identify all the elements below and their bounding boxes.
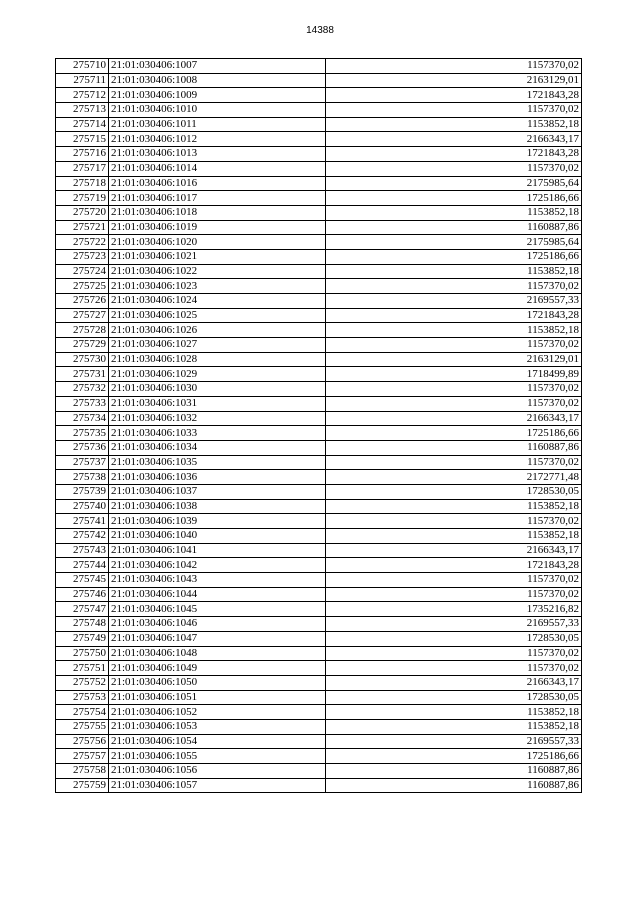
cadastral-value-cell: 1160887,86: [326, 778, 582, 793]
cadastral-value-cell: 2169557,33: [326, 734, 582, 749]
cadastral-number-cell: 21:01:030406:1024: [109, 294, 326, 309]
table-row: [56, 205, 582, 220]
cadastral-number-cell: 21:01:030406:1050: [109, 675, 326, 690]
cadastral-number-cell: 21:01:030406:1037: [109, 484, 326, 499]
table-row: [56, 455, 582, 470]
table-row: [56, 675, 582, 690]
cadastral-number-cell: 21:01:030406:1011: [109, 117, 326, 132]
cadastral-value-cell: 1153852,18: [326, 499, 582, 514]
table-body: [56, 59, 582, 793]
table-row: [56, 191, 582, 206]
table-row: [56, 514, 582, 529]
row-number-cell: 275724: [56, 264, 109, 279]
row-number-cell: 275745: [56, 573, 109, 588]
cadastral-value-cell: 1153852,18: [326, 117, 582, 132]
cadastral-number-cell: 21:01:030406:1031: [109, 396, 326, 411]
row-number-cell: 275738: [56, 470, 109, 485]
cadastral-value-cell: 2166343,17: [326, 675, 582, 690]
cadastral-number-cell: 21:01:030406:1051: [109, 690, 326, 705]
cadastral-number-cell: 21:01:030406:1052: [109, 705, 326, 720]
table-row: [56, 249, 582, 264]
cadastral-number-cell: 21:01:030406:1036: [109, 470, 326, 485]
row-number-cell: 275744: [56, 558, 109, 573]
row-number-cell: 275718: [56, 176, 109, 191]
table-row: [56, 529, 582, 544]
row-number-cell: 275757: [56, 749, 109, 764]
cadastral-number-cell: 21:01:030406:1055: [109, 749, 326, 764]
row-number-cell: 275740: [56, 499, 109, 514]
cadastral-value-cell: 2163129,01: [326, 352, 582, 367]
cadastral-value-cell: 1721843,28: [326, 308, 582, 323]
table-row: [56, 338, 582, 353]
cadastral-value-cell: 1718499,89: [326, 367, 582, 382]
cadastral-value-cell: 1157370,02: [326, 59, 582, 74]
cadastral-value-cell: 2172771,48: [326, 470, 582, 485]
row-number-cell: 275737: [56, 455, 109, 470]
cadastral-number-cell: 21:01:030406:1016: [109, 176, 326, 191]
row-number-cell: 275715: [56, 132, 109, 147]
row-number-cell: 275721: [56, 220, 109, 235]
cadastral-number-cell: 21:01:030406:1019: [109, 220, 326, 235]
cadastral-value-cell: 1160887,86: [326, 440, 582, 455]
cadastral-number-cell: 21:01:030406:1020: [109, 235, 326, 250]
cadastral-number-cell: 21:01:030406:1022: [109, 264, 326, 279]
table-row: [56, 734, 582, 749]
cadastral-number-cell: 21:01:030406:1007: [109, 59, 326, 74]
cadastral-number-cell: 21:01:030406:1008: [109, 73, 326, 88]
table-row: [56, 235, 582, 250]
cadastral-value-cell: 1153852,18: [326, 323, 582, 338]
cadastral-value-cell: 1157370,02: [326, 103, 582, 118]
table-row: [56, 484, 582, 499]
cadastral-number-cell: 21:01:030406:1042: [109, 558, 326, 573]
cadastral-value-cell: 1728530,05: [326, 690, 582, 705]
cadastral-number-cell: 21:01:030406:1043: [109, 573, 326, 588]
row-number-cell: 275753: [56, 690, 109, 705]
cadastral-value-cell: 1157370,02: [326, 514, 582, 529]
row-number-cell: 275727: [56, 308, 109, 323]
cadastral-number-cell: 21:01:030406:1045: [109, 602, 326, 617]
row-number-cell: 275726: [56, 294, 109, 309]
row-number-cell: 275723: [56, 249, 109, 264]
cadastral-value-cell: 1157370,02: [326, 573, 582, 588]
table-row: [56, 352, 582, 367]
cadastral-number-cell: 21:01:030406:1018: [109, 205, 326, 220]
table-row: [56, 749, 582, 764]
table-row: [56, 558, 582, 573]
cadastral-value-cell: 1721843,28: [326, 88, 582, 103]
table-row: [56, 426, 582, 441]
row-number-cell: 275735: [56, 426, 109, 441]
cadastral-value-cell: 1157370,02: [326, 338, 582, 353]
page-number: 14388: [306, 25, 334, 36]
cadastral-value-cell: 1735216,82: [326, 602, 582, 617]
row-number-cell: 275741: [56, 514, 109, 529]
table-row: [56, 499, 582, 514]
cadastral-value-cell: 2166343,17: [326, 411, 582, 426]
cadastral-value-cell: 1725186,66: [326, 249, 582, 264]
cadastral-number-cell: 21:01:030406:1032: [109, 411, 326, 426]
row-number-cell: 275755: [56, 719, 109, 734]
cadastral-number-cell: 21:01:030406:1046: [109, 617, 326, 632]
cadastral-value-cell: 1721843,28: [326, 558, 582, 573]
cadastral-value-cell: 1160887,86: [326, 220, 582, 235]
cadastral-value-cell: 2166343,17: [326, 543, 582, 558]
table-row: [56, 778, 582, 793]
cadastral-number-cell: 21:01:030406:1023: [109, 279, 326, 294]
cadastral-value-cell: 1721843,28: [326, 147, 582, 162]
cadastral-value-cell: 1157370,02: [326, 661, 582, 676]
row-number-cell: 275759: [56, 778, 109, 793]
cadastral-value-cell: 1725186,66: [326, 191, 582, 206]
table-row: [56, 294, 582, 309]
row-number-cell: 275750: [56, 646, 109, 661]
table-row: [56, 279, 582, 294]
cadastral-value-cell: 1153852,18: [326, 705, 582, 720]
cadastral-number-cell: 21:01:030406:1040: [109, 529, 326, 544]
cadastral-value-cell: 1157370,02: [326, 279, 582, 294]
table-row: [56, 690, 582, 705]
row-number-cell: 275710: [56, 59, 109, 74]
cadastral-value-cell: 2169557,33: [326, 617, 582, 632]
table-row: [56, 411, 582, 426]
table-row: [56, 367, 582, 382]
row-number-cell: 275754: [56, 705, 109, 720]
row-number-cell: 275716: [56, 147, 109, 162]
cadastral-number-cell: 21:01:030406:1038: [109, 499, 326, 514]
row-number-cell: 275719: [56, 191, 109, 206]
table-row: [56, 132, 582, 147]
row-number-cell: 275751: [56, 661, 109, 676]
cadastral-number-cell: 21:01:030406:1017: [109, 191, 326, 206]
table-row: [56, 661, 582, 676]
cadastral-number-cell: 21:01:030406:1033: [109, 426, 326, 441]
table-row: [56, 161, 582, 176]
cadastral-number-cell: 21:01:030406:1041: [109, 543, 326, 558]
table-row: [56, 88, 582, 103]
cadastral-number-cell: 21:01:030406:1035: [109, 455, 326, 470]
table-row: [56, 308, 582, 323]
row-number-cell: 275729: [56, 338, 109, 353]
row-number-cell: 275749: [56, 631, 109, 646]
cadastral-value-cell: 1153852,18: [326, 719, 582, 734]
cadastral-number-cell: 21:01:030406:1009: [109, 88, 326, 103]
cadastral-value-cell: 1157370,02: [326, 396, 582, 411]
table-row: [56, 602, 582, 617]
cadastral-number-cell: 21:01:030406:1027: [109, 338, 326, 353]
row-number-cell: 275748: [56, 617, 109, 632]
table-row: [56, 323, 582, 338]
table-row: [56, 617, 582, 632]
cadastral-value-cell: 1153852,18: [326, 205, 582, 220]
row-number-cell: 275742: [56, 529, 109, 544]
table-row: [56, 396, 582, 411]
table-row: [56, 220, 582, 235]
cadastral-number-cell: 21:01:030406:1049: [109, 661, 326, 676]
cadastral-value-cell: 2166343,17: [326, 132, 582, 147]
table-row: [56, 587, 582, 602]
cadastral-number-cell: 21:01:030406:1025: [109, 308, 326, 323]
table-row: [56, 59, 582, 74]
table-row: [56, 543, 582, 558]
table-row: [56, 73, 582, 88]
cadastral-value-cell: 1160887,86: [326, 764, 582, 779]
row-number-cell: 275739: [56, 484, 109, 499]
row-number-cell: 275717: [56, 161, 109, 176]
cadastral-number-cell: 21:01:030406:1057: [109, 778, 326, 793]
row-number-cell: 275714: [56, 117, 109, 132]
cadastral-value-cell: 2175985,64: [326, 235, 582, 250]
table-row: [56, 264, 582, 279]
cadastral-value-table: [55, 58, 582, 793]
cadastral-number-cell: 21:01:030406:1030: [109, 382, 326, 397]
cadastral-number-cell: 21:01:030406:1013: [109, 147, 326, 162]
cadastral-value-cell: 1157370,02: [326, 161, 582, 176]
cadastral-value-cell: 1157370,02: [326, 382, 582, 397]
row-number-cell: 275746: [56, 587, 109, 602]
cadastral-number-cell: 21:01:030406:1028: [109, 352, 326, 367]
table-row: [56, 440, 582, 455]
table-row: [56, 470, 582, 485]
cadastral-value-cell: 1153852,18: [326, 264, 582, 279]
cadastral-number-cell: 21:01:030406:1014: [109, 161, 326, 176]
cadastral-value-cell: 2175985,64: [326, 176, 582, 191]
row-number-cell: 275731: [56, 367, 109, 382]
cadastral-number-cell: 21:01:030406:1056: [109, 764, 326, 779]
row-number-cell: 275711: [56, 73, 109, 88]
row-number-cell: 275720: [56, 205, 109, 220]
cadastral-number-cell: 21:01:030406:1034: [109, 440, 326, 455]
table-row: [56, 646, 582, 661]
cadastral-number-cell: 21:01:030406:1029: [109, 367, 326, 382]
cadastral-value-cell: 1157370,02: [326, 587, 582, 602]
cadastral-value-cell: 1725186,66: [326, 426, 582, 441]
table-row: [56, 573, 582, 588]
row-number-cell: 275728: [56, 323, 109, 338]
row-number-cell: 275752: [56, 675, 109, 690]
cadastral-value-cell: 1725186,66: [326, 749, 582, 764]
table-row: [56, 103, 582, 118]
row-number-cell: 275758: [56, 764, 109, 779]
table-row: [56, 147, 582, 162]
row-number-cell: 275713: [56, 103, 109, 118]
table-row: [56, 764, 582, 779]
row-number-cell: 275722: [56, 235, 109, 250]
table-row: [56, 705, 582, 720]
row-number-cell: 275734: [56, 411, 109, 426]
cadastral-number-cell: 21:01:030406:1047: [109, 631, 326, 646]
cadastral-number-cell: 21:01:030406:1044: [109, 587, 326, 602]
cadastral-value-cell: 1157370,02: [326, 646, 582, 661]
table-row: [56, 382, 582, 397]
table-row: [56, 176, 582, 191]
row-number-cell: 275736: [56, 440, 109, 455]
cadastral-value-cell: 1728530,05: [326, 631, 582, 646]
cadastral-value-cell: 1728530,05: [326, 484, 582, 499]
cadastral-number-cell: 21:01:030406:1010: [109, 103, 326, 118]
cadastral-number-cell: 21:01:030406:1039: [109, 514, 326, 529]
cadastral-number-cell: 21:01:030406:1053: [109, 719, 326, 734]
row-number-cell: 275712: [56, 88, 109, 103]
table-row: [56, 117, 582, 132]
cadastral-number-cell: 21:01:030406:1054: [109, 734, 326, 749]
cadastral-value-cell: 1157370,02: [326, 455, 582, 470]
table-row: [56, 719, 582, 734]
cadastral-value-cell: 1153852,18: [326, 529, 582, 544]
cadastral-number-cell: 21:01:030406:1021: [109, 249, 326, 264]
row-number-cell: 275732: [56, 382, 109, 397]
row-number-cell: 275756: [56, 734, 109, 749]
row-number-cell: 275747: [56, 602, 109, 617]
row-number-cell: 275730: [56, 352, 109, 367]
cadastral-value-cell: 2163129,01: [326, 73, 582, 88]
table-row: [56, 631, 582, 646]
row-number-cell: 275743: [56, 543, 109, 558]
cadastral-number-cell: 21:01:030406:1026: [109, 323, 326, 338]
cadastral-number-cell: 21:01:030406:1048: [109, 646, 326, 661]
row-number-cell: 275725: [56, 279, 109, 294]
cadastral-number-cell: 21:01:030406:1012: [109, 132, 326, 147]
row-number-cell: 275733: [56, 396, 109, 411]
cadastral-value-cell: 2169557,33: [326, 294, 582, 309]
